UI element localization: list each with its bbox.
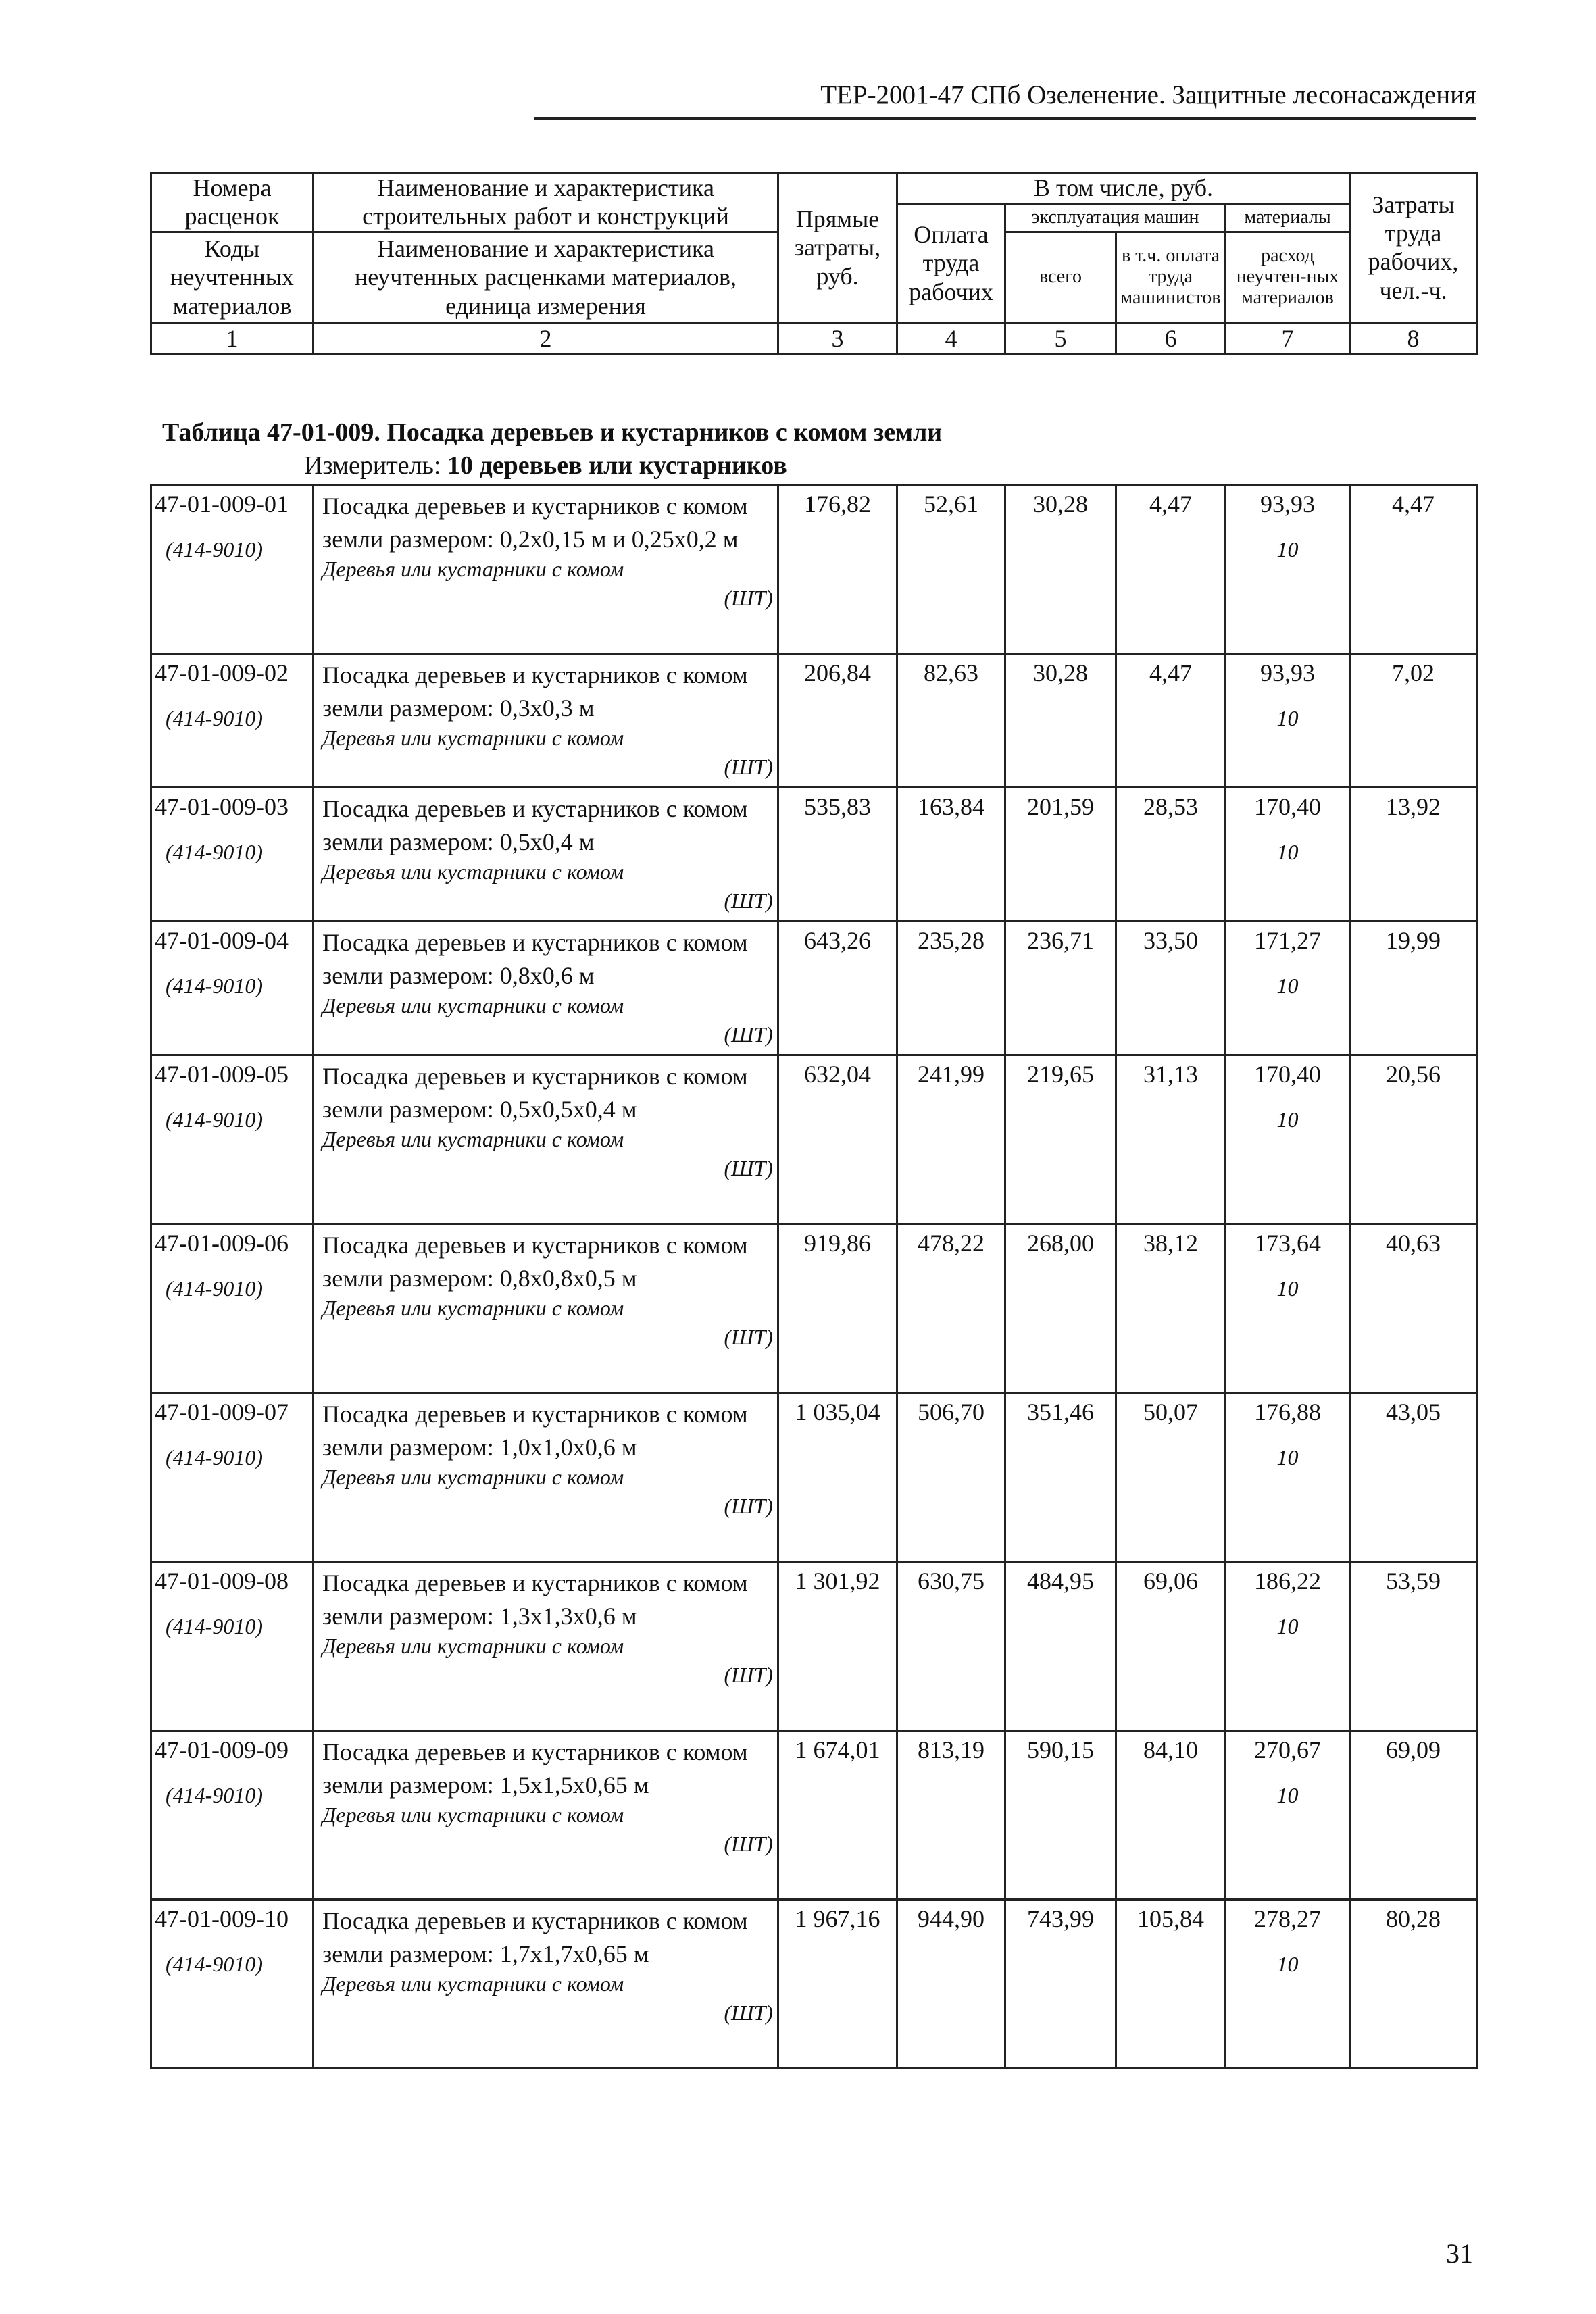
column-number: 4	[897, 322, 1005, 354]
labor-cost: 944,90	[897, 1900, 1005, 2069]
col7-header: расход неучтен-ных материалов	[1226, 232, 1350, 322]
work-name-cell	[314, 788, 778, 922]
table-title: Таблица 47-01-009. Посадка деревьев и кустарников с комом земли	[162, 418, 943, 447]
work-name-cell	[314, 1393, 778, 1562]
col2-top-header: Наименование и характеристика строительных работ и конструкций	[314, 173, 778, 232]
table-row	[151, 485, 1477, 654]
work-name: Посадка деревьев и кустарников с комом земли размером: 1,5х1,5х0,65 м	[322, 1738, 748, 1799]
work-name: Посадка деревьев и кустарников с комом земли размером: 0,2х0,15 м и 0,25х0,2 м	[322, 493, 748, 553]
rate-code-cell	[151, 1562, 314, 1731]
rate-code-cell	[151, 1731, 314, 1900]
work-name: Посадка деревьев и кустарников с комом земли размером: 0,3х0,3 м	[322, 661, 748, 722]
material-code: (414-9010)	[166, 1952, 263, 1976]
rates-table	[150, 484, 1478, 2069]
materials-cost: 176,88	[1254, 1399, 1321, 1426]
labor-hours: 7,02	[1350, 654, 1477, 788]
group-header: В том числе, руб.	[897, 173, 1350, 204]
material-code: (414-9010)	[166, 1614, 263, 1638]
machinist-labor-cost: 4,47	[1116, 654, 1226, 788]
labor-hours: 69,09	[1350, 1731, 1477, 1900]
machine-cost: 484,95	[1005, 1562, 1116, 1731]
materials-cell	[1226, 485, 1350, 654]
table-row	[151, 788, 1477, 922]
table-row	[151, 1055, 1477, 1224]
machinist-labor-cost: 33,50	[1116, 922, 1226, 1055]
machinist-labor-cost: 4,47	[1116, 485, 1226, 654]
rate-code-cell	[151, 485, 314, 654]
meter-line	[304, 451, 787, 480]
machinist-labor-cost: 31,13	[1116, 1055, 1226, 1224]
labor-hours: 40,63	[1350, 1224, 1477, 1393]
material-name: Деревья или кустарники с комом	[322, 993, 624, 1018]
rate-code: 47-01-009-10	[155, 1905, 289, 1932]
direct-cost: 176,82	[778, 485, 897, 654]
direct-cost: 643,26	[778, 922, 897, 1055]
table-row	[151, 1900, 1477, 2069]
materials-cell	[1226, 1055, 1350, 1224]
meter-label: Измеритель:	[304, 451, 447, 480]
material-unit: (ШТ)	[724, 1662, 773, 1687]
materials-cell	[1226, 1900, 1350, 2069]
work-name-cell	[314, 1900, 778, 2069]
material-code: (414-9010)	[166, 1107, 263, 1132]
work-name-cell	[314, 485, 778, 654]
machine-cost: 30,28	[1005, 485, 1116, 654]
labor-hours: 20,56	[1350, 1055, 1477, 1224]
labor-cost: 630,75	[897, 1562, 1005, 1731]
materials-cost: 173,64	[1254, 1230, 1321, 1257]
materials-cell	[1226, 1562, 1350, 1731]
direct-cost: 919,86	[778, 1224, 897, 1393]
col1-top-header: Номера расценок	[151, 173, 314, 232]
machine-cost: 743,99	[1005, 1900, 1116, 2069]
materials-cell	[1226, 922, 1350, 1055]
materials-cell	[1226, 654, 1350, 788]
material-name: Деревья или кустарники с комом	[322, 1465, 624, 1490]
work-name: Посадка деревьев и кустарников с комом земли размером: 0,8х0,6 м	[322, 929, 748, 989]
machine-cost: 351,46	[1005, 1393, 1116, 1562]
material-quantity: 10	[1276, 974, 1299, 998]
machinist-labor-cost: 28,53	[1116, 788, 1226, 922]
material-quantity: 10	[1276, 1276, 1299, 1301]
column-number: 3	[778, 322, 897, 354]
materials-cost: 170,40	[1254, 793, 1321, 820]
material-unit: (ШТ)	[724, 888, 773, 913]
work-name-cell	[314, 1731, 778, 1900]
labor-hours: 19,99	[1350, 922, 1477, 1055]
material-unit: (ШТ)	[724, 1324, 773, 1349]
work-name-cell	[314, 1224, 778, 1393]
material-unit: (ШТ)	[724, 1155, 773, 1180]
materials-header: материалы	[1226, 204, 1350, 232]
material-quantity: 10	[1276, 1614, 1299, 1638]
direct-cost: 1 035,04	[778, 1393, 897, 1562]
materials-cell	[1226, 1393, 1350, 1562]
page-header-title: ТЕР-2001-47 СПб Озеленение. Защитные лесонасаждения	[534, 80, 1476, 120]
column-number: 8	[1350, 322, 1477, 354]
work-name-cell	[314, 1055, 778, 1224]
material-name: Деревья или кустарники с комом	[322, 1127, 624, 1152]
rate-code: 47-01-009-04	[155, 927, 289, 954]
material-code: (414-9010)	[166, 706, 263, 730]
machine-cost: 201,59	[1005, 788, 1116, 922]
materials-cost: 278,27	[1254, 1905, 1321, 1932]
materials-cost: 170,40	[1254, 1061, 1321, 1088]
labor-hours: 53,59	[1350, 1562, 1477, 1731]
material-code: (414-9010)	[166, 840, 263, 864]
work-name-cell	[314, 654, 778, 788]
material-unit: (ШТ)	[724, 1022, 773, 1047]
direct-cost: 1 674,01	[778, 1731, 897, 1900]
material-unit: (ШТ)	[724, 2000, 773, 2025]
page-number: 31	[1446, 2238, 1473, 2269]
direct-cost: 1 967,16	[778, 1900, 897, 2069]
material-code: (414-9010)	[166, 1783, 263, 1807]
labor-cost: 82,63	[897, 654, 1005, 788]
machine-cost: 219,65	[1005, 1055, 1116, 1224]
rate-code: 47-01-009-09	[155, 1736, 289, 1763]
rate-code-cell	[151, 1393, 314, 1562]
work-name: Посадка деревьев и кустарников с комом земли размером: 0,5х0,5х0,4 м	[322, 1063, 748, 1123]
materials-cell	[1226, 1731, 1350, 1900]
machinist-labor-cost: 84,10	[1116, 1731, 1226, 1900]
labor-cost: 52,61	[897, 485, 1005, 654]
direct-cost: 632,04	[778, 1055, 897, 1224]
rate-code-cell	[151, 922, 314, 1055]
labor-cost: 235,28	[897, 922, 1005, 1055]
table-row	[151, 1562, 1477, 1731]
rate-code-cell	[151, 1900, 314, 2069]
labor-hours: 80,28	[1350, 1900, 1477, 2069]
col1-bottom-header: Коды неучтенных материалов	[151, 232, 314, 322]
work-name: Посадка деревьев и кустарников с комом земли размером: 1,7х1,7х0,65 м	[322, 1907, 748, 1967]
col5-header: всего	[1005, 232, 1116, 322]
rate-code: 47-01-009-06	[155, 1230, 289, 1257]
material-name: Деревья или кустарники с комом	[322, 726, 624, 751]
col2-bottom-header: Наименование и характеристика неучтенных расценками материалов, единица измерения	[314, 232, 778, 322]
material-code: (414-9010)	[166, 1276, 263, 1301]
direct-cost: 1 301,92	[778, 1562, 897, 1731]
materials-cell	[1226, 1224, 1350, 1393]
material-name: Деревья или кустарники с комом	[322, 1296, 624, 1321]
column-numbers-row	[151, 322, 1477, 354]
table-row	[151, 654, 1477, 788]
col4-header: Оплата труда рабочих	[897, 204, 1005, 323]
rate-code: 47-01-009-07	[155, 1399, 289, 1426]
rate-code-cell	[151, 1224, 314, 1393]
direct-cost: 535,83	[778, 788, 897, 922]
rate-code: 47-01-009-01	[155, 491, 289, 518]
rate-code-cell	[151, 788, 314, 922]
material-quantity: 10	[1276, 840, 1299, 864]
material-unit: (ШТ)	[724, 1493, 773, 1518]
table-row	[151, 922, 1477, 1055]
material-unit: (ШТ)	[724, 1831, 773, 1856]
materials-cost: 270,67	[1254, 1736, 1321, 1763]
col6-header: в т.ч. оплата труда машинистов	[1116, 232, 1226, 322]
rate-code: 47-01-009-08	[155, 1567, 289, 1594]
rate-code-cell	[151, 1055, 314, 1224]
col3-header: Прямые затраты, руб.	[778, 173, 897, 323]
labor-hours: 43,05	[1350, 1393, 1477, 1562]
material-quantity: 10	[1276, 1107, 1299, 1132]
material-name: Деревья или кустарники с комом	[322, 1634, 624, 1659]
material-name: Деревья или кустарники с комом	[322, 1971, 624, 1996]
material-quantity: 10	[1276, 1783, 1299, 1807]
column-number: 7	[1226, 322, 1350, 354]
material-code: (414-9010)	[166, 537, 263, 561]
machine-cost: 268,00	[1005, 1224, 1116, 1393]
material-quantity: 10	[1276, 537, 1299, 561]
labor-cost: 163,84	[897, 788, 1005, 922]
material-unit: (ШТ)	[724, 754, 773, 779]
material-quantity: 10	[1276, 1445, 1299, 1469]
rate-code-cell	[151, 654, 314, 788]
labor-cost: 241,99	[897, 1055, 1005, 1224]
materials-cell	[1226, 788, 1350, 922]
materials-cost: 171,27	[1254, 927, 1321, 954]
work-name: Посадка деревьев и кустарников с комом земли размером: 0,5х0,4 м	[322, 795, 748, 855]
labor-hours: 4,47	[1350, 485, 1477, 654]
rate-code: 47-01-009-02	[155, 659, 289, 686]
material-code: (414-9010)	[166, 974, 263, 998]
labor-hours: 13,92	[1350, 788, 1477, 922]
col8-header: Затраты труда рабочих, чел.-ч.	[1350, 173, 1477, 323]
material-name: Деревья или кустарники с комом	[322, 859, 624, 884]
work-name-cell	[314, 1562, 778, 1731]
materials-cost: 93,93	[1260, 491, 1315, 518]
material-unit: (ШТ)	[724, 585, 773, 610]
machinist-labor-cost: 105,84	[1116, 1900, 1226, 2069]
labor-cost: 813,19	[897, 1731, 1005, 1900]
work-name-cell	[314, 922, 778, 1055]
work-name: Посадка деревьев и кустарников с комом земли размером: 0,8х0,8х0,5 м	[322, 1232, 748, 1292]
labor-cost: 506,70	[897, 1393, 1005, 1562]
labor-cost: 478,22	[897, 1224, 1005, 1393]
rate-code: 47-01-009-05	[155, 1061, 289, 1088]
table-row	[151, 1224, 1477, 1393]
materials-cost: 186,22	[1254, 1567, 1321, 1594]
column-number: 1	[151, 322, 314, 354]
machines-header: эксплуатация машин	[1005, 204, 1226, 232]
direct-cost: 206,84	[778, 654, 897, 788]
table-row	[151, 1731, 1477, 1900]
machinist-labor-cost: 69,06	[1116, 1562, 1226, 1731]
material-name: Деревья или кустарники с комом	[322, 557, 624, 582]
column-number: 6	[1116, 322, 1226, 354]
material-quantity: 10	[1276, 706, 1299, 730]
material-name: Деревья или кустарники с комом	[322, 1803, 624, 1828]
rate-code: 47-01-009-03	[155, 793, 289, 820]
work-name: Посадка деревьев и кустарников с комом земли размером: 1,0х1,0х0,6 м	[322, 1401, 748, 1461]
column-number: 5	[1005, 322, 1116, 354]
machine-cost: 590,15	[1005, 1731, 1116, 1900]
machine-cost: 236,71	[1005, 922, 1116, 1055]
meter-value: 10 деревьев или кустарников	[447, 451, 787, 480]
material-quantity: 10	[1276, 1952, 1299, 1976]
table-row	[151, 1393, 1477, 1562]
column-header-table	[150, 172, 1478, 355]
machine-cost: 30,28	[1005, 654, 1116, 788]
column-number: 2	[314, 322, 778, 354]
machinist-labor-cost: 38,12	[1116, 1224, 1226, 1393]
materials-cost: 93,93	[1260, 659, 1315, 686]
material-code: (414-9010)	[166, 1445, 263, 1469]
work-name: Посадка деревьев и кустарников с комом земли размером: 1,3х1,3х0,6 м	[322, 1569, 748, 1630]
machinist-labor-cost: 50,07	[1116, 1393, 1226, 1562]
